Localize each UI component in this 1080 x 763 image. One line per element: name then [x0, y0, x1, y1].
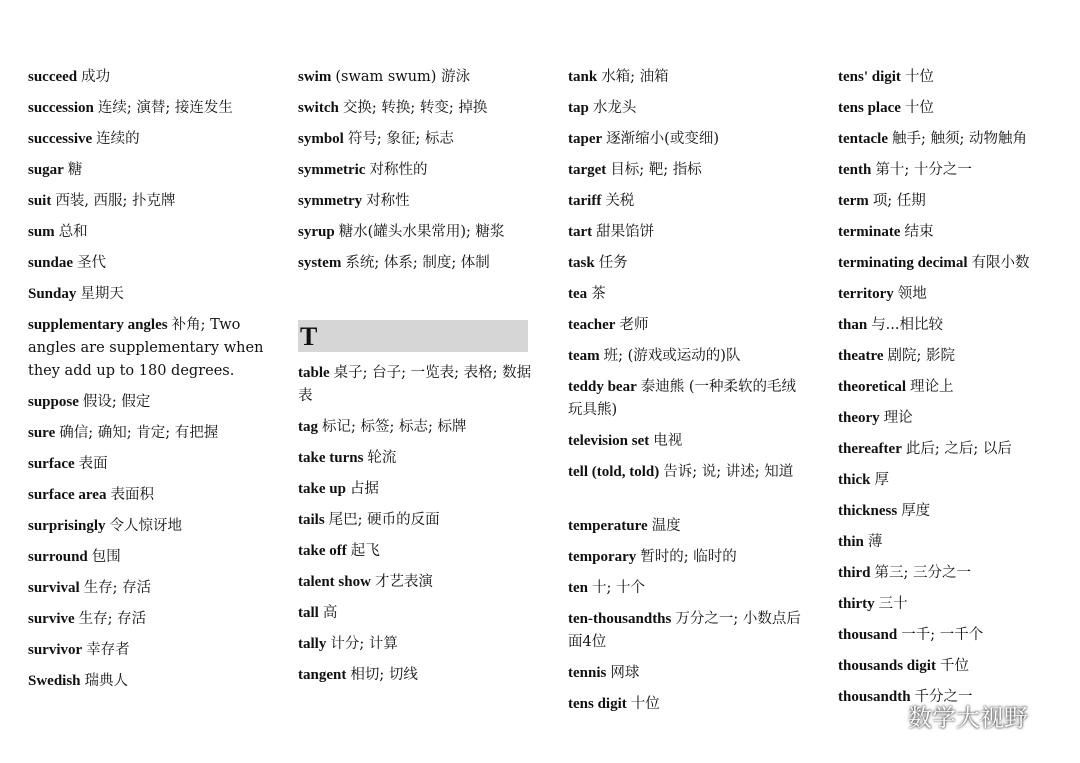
entry-definition: 甜果馅饼 — [596, 224, 655, 240]
glossary-entry — [28, 314, 264, 391]
glossary-column-4 — [838, 66, 1074, 717]
glossary-entry — [298, 66, 534, 97]
entry-term: take up — [298, 481, 346, 497]
entry-definition: 糖 — [67, 162, 83, 178]
glossary-entry — [298, 221, 534, 252]
glossary-entry — [298, 540, 534, 571]
entry-term: sure — [28, 425, 56, 441]
glossary-entry — [28, 577, 264, 608]
entry-definition: 表面积 — [110, 487, 154, 503]
glossary-entry — [298, 478, 534, 509]
entry-definition: 水龙头 — [592, 100, 637, 116]
entry-definition: 才艺表演 — [374, 574, 433, 590]
entry-term: tart — [568, 224, 593, 240]
entry-definition: 项; 任期 — [872, 193, 926, 209]
glossary-entry — [298, 190, 534, 221]
glossary-entry — [838, 66, 1074, 97]
glossary-entry — [298, 97, 534, 128]
entry-definition: 计分; 计算 — [330, 636, 398, 652]
glossary-entry — [298, 416, 534, 447]
entry-definition: 令人惊讶地 — [109, 518, 183, 534]
glossary-entry — [28, 515, 264, 546]
entry-definition: (swam swum) 游泳 — [335, 69, 471, 85]
entry-term: tag — [298, 419, 318, 435]
entry-definition: 告诉; 说; 讲述; 知道 — [663, 464, 794, 480]
entry-term: Sunday — [28, 286, 77, 302]
glossary-entry — [28, 159, 264, 190]
glossary-entry — [838, 345, 1074, 376]
entry-term: third — [838, 565, 871, 581]
entry-term: tank — [568, 69, 598, 85]
glossary-entry — [28, 66, 264, 97]
entry-term: suppose — [28, 394, 79, 410]
glossary-entry — [838, 469, 1074, 500]
entry-definition: 轮流 — [367, 450, 397, 466]
entry-definition: 符号; 象征; 标志 — [347, 131, 454, 147]
entry-term: surface area — [28, 487, 107, 503]
glossary-entry — [838, 655, 1074, 686]
entry-definition: 第三; 三分之一 — [874, 565, 972, 581]
entry-term: theatre — [838, 348, 884, 364]
glossary-entry — [838, 314, 1074, 345]
entry-term: system — [298, 255, 342, 271]
entry-term: team — [568, 348, 600, 364]
entry-definition: 幸存者 — [86, 642, 130, 658]
watermark-text: 数学大视野 — [908, 703, 1028, 732]
entry-term: thirty — [838, 596, 875, 612]
entry-definition: 万分之一; 小数点后面4位 — [568, 611, 801, 650]
glossary-entry — [838, 500, 1074, 531]
entry-definition: 触手; 触须; 动物触角 — [891, 131, 1027, 147]
entry-term: tangent — [298, 667, 347, 683]
entry-term: thousandth — [838, 689, 911, 705]
entry-term: thickness — [838, 503, 898, 519]
entry-term: table — [298, 365, 330, 381]
glossary-entry — [838, 97, 1074, 128]
entry-term: survive — [28, 611, 75, 627]
entry-definition: 老师 — [619, 317, 649, 333]
entry-term: tails — [298, 512, 325, 528]
entry-term: tell (told, told) — [568, 464, 660, 480]
entry-term: switch — [298, 100, 339, 116]
glossary-entry — [28, 453, 264, 484]
glossary-entry — [838, 624, 1074, 655]
entry-definition: 系统; 体系; 制度; 体制 — [345, 255, 490, 271]
glossary-entry — [838, 252, 1074, 283]
entry-term: tally — [298, 636, 327, 652]
entry-definition: 厚度 — [901, 503, 931, 519]
entry-definition: 厚 — [874, 472, 890, 488]
glossary-entry — [298, 602, 534, 633]
entry-definition: 剧院; 影院 — [887, 348, 956, 364]
glossary-entry — [838, 283, 1074, 314]
entry-term: Swedish — [28, 673, 81, 689]
entry-definition: 包围 — [91, 549, 121, 565]
glossary-entry — [298, 362, 534, 416]
entry-term: theory — [838, 410, 880, 426]
glossary-entry — [568, 376, 804, 430]
entry-term: territory — [838, 286, 894, 302]
entry-term: temporary — [568, 549, 637, 565]
glossary-entry — [838, 376, 1074, 407]
glossary-entry — [568, 252, 804, 283]
entry-term: surprisingly — [28, 518, 106, 534]
entry-term: surround — [28, 549, 88, 565]
section-letter-heading: T — [298, 320, 528, 352]
glossary-entry — [568, 221, 804, 252]
entry-definition: 桌子; 台子; 一览表; 表格; 数据表 — [298, 365, 532, 404]
entry-definition: 第十; 十分之一 — [875, 162, 972, 178]
entry-term: suit — [28, 193, 52, 209]
glossary-entry — [298, 509, 534, 540]
glossary-column-2 — [298, 66, 534, 695]
entry-term: thick — [838, 472, 871, 488]
entry-term: than — [838, 317, 868, 333]
glossary-entry — [28, 639, 264, 670]
entry-term: thousand — [838, 627, 898, 643]
glossary-entry — [838, 531, 1074, 562]
entry-definition: 尾巴; 硬币的反面 — [328, 512, 440, 528]
entry-definition: 生存; 存活 — [78, 611, 147, 627]
entry-definition: 瑞典人 — [84, 673, 129, 689]
glossary-entry — [568, 159, 804, 190]
entry-definition: 西装, 西服; 扑克牌 — [55, 193, 176, 209]
entry-term: tariff — [568, 193, 602, 209]
entry-term: thin — [838, 534, 864, 550]
glossary-entry — [838, 190, 1074, 221]
entry-definition: 暂时的; 临时的 — [640, 549, 737, 565]
glossary-entry — [568, 97, 804, 128]
entry-definition: 星期天 — [80, 286, 124, 302]
glossary-entry — [568, 190, 804, 221]
entry-definition: 与...相比较 — [871, 317, 944, 333]
glossary-entry — [298, 128, 534, 159]
glossary-entry — [568, 66, 804, 97]
entry-definition: 领地 — [897, 286, 927, 302]
glossary-entry — [28, 670, 264, 701]
entry-term: tens' digit — [838, 69, 901, 85]
entry-definition: 泰迪熊 (一种柔软的毛绒玩具熊) — [568, 379, 797, 418]
glossary-entry — [568, 577, 804, 608]
entry-term: teacher — [568, 317, 616, 333]
glossary-entry — [298, 633, 534, 664]
glossary-entry — [568, 608, 804, 662]
glossary-entry — [838, 159, 1074, 190]
entry-definition: 电视 — [653, 433, 683, 449]
glossary-entry — [298, 159, 534, 190]
entry-definition: 十; 十个 — [592, 580, 645, 596]
glossary-entry — [298, 664, 534, 695]
entry-definition: 表面 — [78, 456, 108, 472]
entry-term: thousands digit — [838, 658, 936, 674]
glossary-entry — [568, 662, 804, 693]
entry-term: ten-thousandths — [568, 611, 672, 627]
wechat-official-account-icon — [866, 700, 902, 730]
entry-definition: 交换; 转换; 转变; 掉换 — [342, 100, 488, 116]
entry-term: succession — [28, 100, 94, 116]
watermark — [866, 697, 1028, 733]
glossary-entry — [568, 128, 804, 159]
glossary-entry — [28, 97, 264, 128]
entry-term: supplementary angles — [28, 317, 168, 333]
entry-term: symmetry — [298, 193, 363, 209]
entry-term: talent show — [298, 574, 371, 590]
entry-term: tennis — [568, 665, 607, 681]
entry-term: take turns — [298, 450, 364, 466]
glossary-entry — [568, 345, 804, 376]
entry-definition: 十位 — [630, 696, 660, 712]
glossary-entry — [28, 190, 264, 221]
entry-definition: 千位 — [939, 658, 969, 674]
entry-term: take off — [298, 543, 347, 559]
entry-term: ten — [568, 580, 588, 596]
entry-definition: 生存; 存活 — [83, 580, 152, 596]
entry-definition: 理论上 — [910, 379, 954, 395]
entry-definition: 确信; 确知; 肯定; 有把握 — [59, 425, 219, 441]
entry-definition: 有限小数 — [971, 255, 1030, 271]
entry-definition: 补角; Two angles are supplementary when they add up to 180 degrees. — [28, 317, 264, 379]
glossary-entry — [28, 221, 264, 252]
entry-term: symbol — [298, 131, 344, 147]
glossary-entry — [838, 438, 1074, 469]
entry-definition: 假设; 假定 — [82, 394, 151, 410]
entry-term: survival — [28, 580, 80, 596]
entry-term: sum — [28, 224, 55, 240]
glossary-entry — [298, 571, 534, 602]
entry-term: target — [568, 162, 607, 178]
glossary-entry — [28, 283, 264, 314]
entry-term: taper — [568, 131, 603, 147]
entry-term: tea — [568, 286, 588, 302]
entry-definition: 结束 — [904, 224, 934, 240]
entry-term: syrup — [298, 224, 335, 240]
glossary-entry — [298, 252, 534, 283]
entry-definition: 标记; 标签; 标志; 标牌 — [322, 419, 467, 435]
entry-definition: 糖水(罐头水果常用); 糖浆 — [338, 224, 505, 240]
entry-definition: 十位 — [904, 100, 934, 116]
entry-definition: 此后; 之后; 以后 — [905, 441, 1012, 457]
entry-definition: 目标; 靶; 指标 — [610, 162, 702, 178]
glossary-entry — [568, 314, 804, 345]
entry-definition: 薄 — [867, 534, 883, 550]
entry-definition: 三十 — [878, 596, 908, 612]
glossary-column-1 — [28, 66, 264, 701]
entry-definition: 理论 — [883, 410, 913, 426]
entry-term: tentacle — [838, 131, 888, 147]
entry-definition: 一千; 一千个 — [901, 627, 984, 643]
glossary-column-3 — [568, 66, 804, 724]
entry-definition: 连续的 — [96, 131, 140, 147]
entry-term: temperature — [568, 518, 648, 534]
glossary-entry — [838, 593, 1074, 624]
entry-definition: 关税 — [605, 193, 635, 209]
entry-term: tall — [298, 605, 319, 621]
glossary-entry — [568, 515, 804, 546]
glossary-entry — [568, 546, 804, 577]
entry-definition: 网球 — [610, 665, 640, 681]
entry-term: theoretical — [838, 379, 907, 395]
entry-term: television set — [568, 433, 650, 449]
glossary-entry — [28, 252, 264, 283]
glossary-entry — [28, 608, 264, 639]
section-spacer — [298, 283, 534, 320]
entry-term: swim — [298, 69, 332, 85]
entry-definition: 起飞 — [350, 543, 380, 559]
entry-term: tens digit — [568, 696, 627, 712]
entry-term: sugar — [28, 162, 64, 178]
entry-term: surface — [28, 456, 75, 472]
glossary-entry — [28, 391, 264, 422]
glossary-entry — [28, 484, 264, 515]
entry-term: survivor — [28, 642, 83, 658]
entry-term: succeed — [28, 69, 78, 85]
entry-definition: 成功 — [81, 69, 111, 85]
glossary-entry — [568, 693, 804, 724]
entry-term: terminating decimal — [838, 255, 968, 271]
entry-term: term — [838, 193, 869, 209]
entry-definition: 对称性的 — [369, 162, 428, 178]
entry-definition: 相切; 切线 — [350, 667, 418, 683]
entry-definition: 十位 — [904, 69, 934, 85]
entry-term: sundae — [28, 255, 74, 271]
entry-definition: 圣代 — [77, 255, 107, 271]
entry-term: successive — [28, 131, 93, 147]
glossary-entry — [838, 128, 1074, 159]
entry-definition: 连续; 演替; 接连发生 — [97, 100, 233, 116]
entry-definition: 对称性 — [366, 193, 410, 209]
entry-definition: 总和 — [58, 224, 88, 240]
glossary-entry — [838, 562, 1074, 593]
entry-term: terminate — [838, 224, 901, 240]
entry-definition: 千分之一 — [914, 689, 973, 705]
entry-definition: 任务 — [598, 255, 628, 271]
entry-definition: 逐渐缩小(或变细) — [606, 131, 719, 147]
glossary-entry — [568, 283, 804, 314]
glossary-entry — [568, 461, 804, 515]
glossary-entry — [28, 128, 264, 159]
entry-definition: 温度 — [651, 518, 681, 534]
entry-term: tens place — [838, 100, 901, 116]
entry-term: tenth — [838, 162, 872, 178]
entry-definition: 水箱; 油箱 — [601, 69, 669, 85]
entry-term: tap — [568, 100, 589, 116]
entry-definition: 茶 — [591, 286, 606, 302]
glossary-entry — [28, 546, 264, 577]
glossary-entry — [838, 407, 1074, 438]
glossary-entry — [298, 447, 534, 478]
entry-definition: 班; (游戏或运动的)队 — [603, 348, 741, 364]
entry-definition: 高 — [322, 605, 338, 621]
entry-term: thereafter — [838, 441, 902, 457]
entry-term: task — [568, 255, 595, 271]
entry-definition: 占据 — [349, 481, 379, 497]
entry-term: teddy bear — [568, 379, 637, 395]
glossary-entry — [568, 430, 804, 461]
entry-term: symmetric — [298, 162, 366, 178]
glossary-entry — [28, 422, 264, 453]
glossary-entry — [838, 221, 1074, 252]
